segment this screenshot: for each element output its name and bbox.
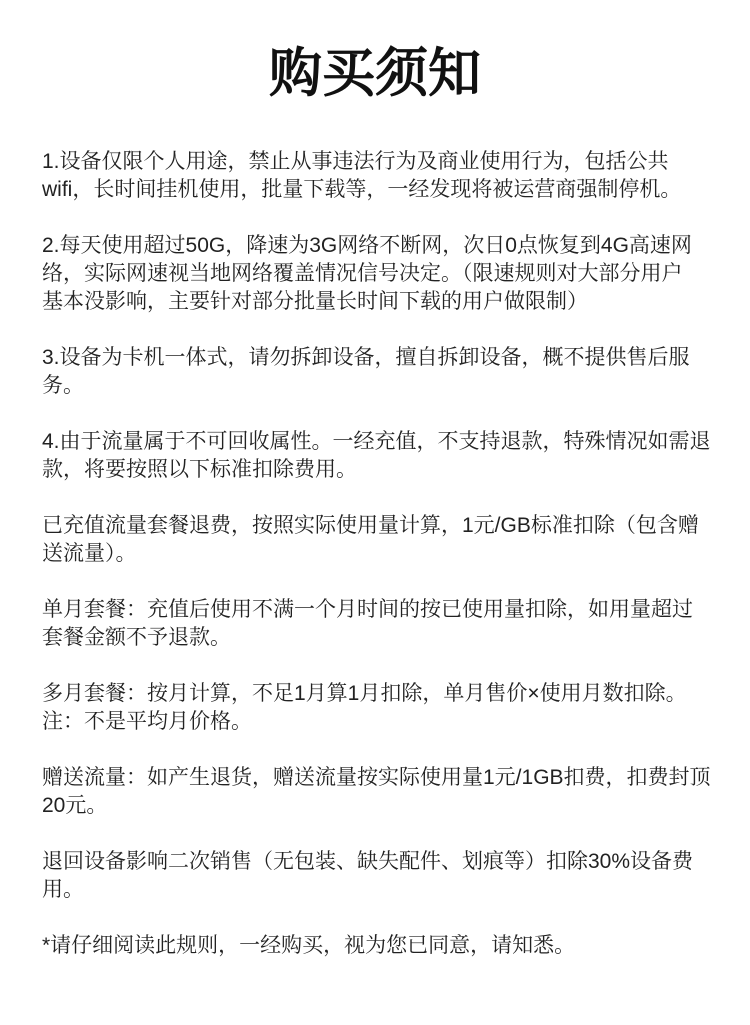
notice-line: 务。 (42, 374, 84, 397)
notice-line: 多月套餐：按月计算，不足1月算1月扣除，单月售价×使用月数扣除。 (42, 682, 687, 705)
notice-line: 1.设备仅限个人用途，禁止从事违法行为及商业使用行为，包括公共 (42, 150, 669, 173)
return-device-rule-paragraph (42, 848, 732, 904)
notice-line: 用。 (42, 878, 84, 901)
notice-line: 套餐金额不予退款。 (42, 626, 231, 649)
notice-line: 赠送流量：如产生退货，赠送流量按实际使用量1元/1GB扣费，扣费封顶 (42, 766, 711, 789)
gift-traffic-rule-paragraph (42, 764, 732, 820)
notice-line: 基本没影响，主要针对部分批量长时间下载的用户做限制） (42, 290, 588, 313)
notice-line: 4.由于流量属于不可回收属性。一经充值，不支持退款，特殊情况如需退 (42, 430, 711, 453)
single-month-rule-paragraph (42, 596, 732, 652)
notice-line: 送流量）。 (42, 542, 137, 565)
notice-line: wifi，长时间挂机使用，批量下载等，一经发现将被运营商强制停机。 (42, 178, 682, 201)
notice-paragraph-4 (42, 428, 732, 484)
notice-line: 3.设备为卡机一体式，请勿拆卸设备，擅自拆卸设备，概不提供售后服 (42, 346, 690, 369)
acknowledgement-paragraph (42, 932, 732, 960)
notice-line: 20元。 (42, 794, 108, 817)
notice-body (42, 148, 732, 988)
notice-line: *请仔细阅读此规则，一经购买，视为您已同意，请知悉。 (42, 934, 576, 957)
notice-line: 退回设备影响二次销售（无包装、缺失配件、划痕等）扣除30%设备费 (42, 850, 694, 873)
notice-paragraph-1 (42, 148, 732, 204)
notice-line: 已充值流量套餐退费，按照实际使用量计算，1元/GB标准扣除（包含赠 (42, 514, 699, 537)
notice-line: 款，将要按照以下标准扣除费用。 (42, 458, 357, 481)
notice-line: 注：不是平均月价格。 (42, 710, 252, 733)
notice-paragraph-3 (42, 344, 732, 400)
notice-line: 单月套餐：充值后使用不满一个月时间的按已使用量扣除，如用量超过 (42, 598, 693, 621)
page-title: 购买须知 (269, 44, 481, 103)
notice-paragraph-2 (42, 232, 732, 316)
notice-line: 2.每天使用超过50G，降速为3G网络不断网，次日0点恢复到4G高速网 (42, 234, 692, 257)
notice-line: 络，实际网速视当地网络覆盖情况信号决定。（限速规则对大部分用户 (42, 262, 683, 285)
multi-month-rule-paragraph (42, 680, 732, 736)
refund-rule-paragraph (42, 512, 732, 568)
